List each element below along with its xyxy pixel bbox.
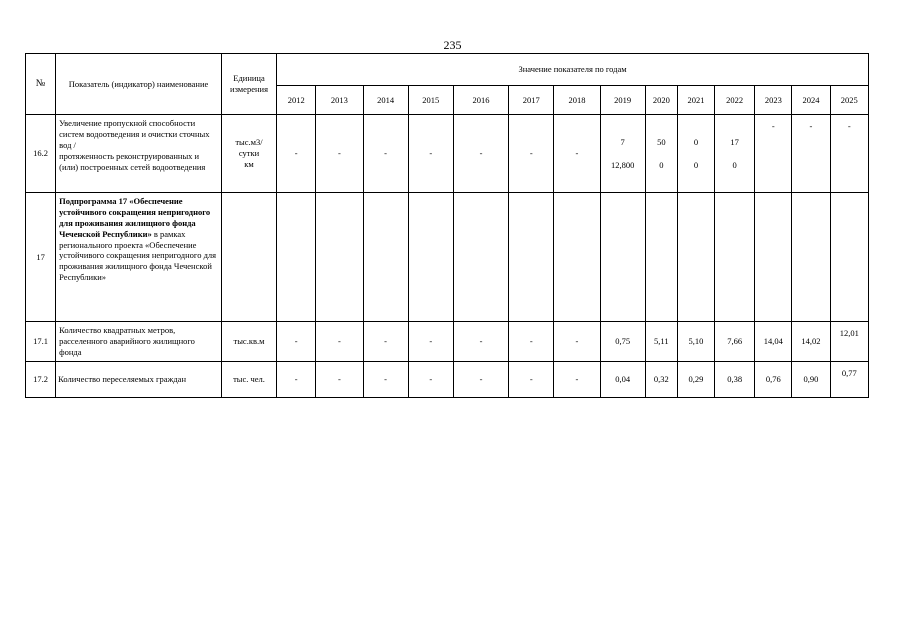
indicator-name: Количество квадратных метров, расселенного аварийного жилищного фонда [56,322,222,362]
value-bottom: 0 [659,159,664,170]
year-header: 2019 [600,86,645,115]
value-cell: 12,01 [830,322,868,362]
value-bottom: 12,800 [610,159,635,170]
empty-cell [316,193,363,322]
value-cell: - [408,361,453,397]
value-top: 17 [730,136,739,147]
empty-cell [792,193,830,322]
value-cell [600,115,645,193]
value-cell: - [554,322,600,362]
header-indicator: Показатель (индикатор) наименование [56,54,222,115]
value-cell: - [509,115,554,193]
value-cell: - [363,115,408,193]
empty-cell [600,193,645,322]
unit-cell [221,115,276,193]
empty-cell [755,193,792,322]
value-cell: - [316,361,363,397]
year-header: 2024 [792,86,830,115]
value-top: 7 [620,136,625,147]
value-cell: 0,77 [830,361,868,397]
year-header: 2012 [277,86,316,115]
value-bottom: 0 [732,159,737,170]
empty-cell [408,193,453,322]
row-number: 17.1 [26,322,56,362]
row-number: 17.2 [26,361,56,397]
table-row [26,115,869,193]
value-cell: 0,32 [645,361,677,397]
empty-cell [277,193,316,322]
value-cell: - [408,322,453,362]
value-bottom: 0 [693,159,699,170]
value-cell: - [453,322,508,362]
value-cell: 0,90 [792,361,830,397]
value-cell: - [408,115,453,193]
year-header: 2017 [509,86,554,115]
value-cell [677,115,714,193]
value-cell: - [554,115,600,193]
header-row-top [26,54,869,86]
year-header: 2025 [830,86,868,115]
empty-cell [715,193,755,322]
value-cell: 0,75 [600,322,645,362]
value-cell: - [363,322,408,362]
page-number: 235 [443,38,462,52]
value-cell [715,115,755,193]
header-values-by-year: Значение показателя по годам [277,54,869,86]
value-cell: 0,76 [755,361,792,397]
indicator-name-line: Увеличение пропускной способности систем водоотведения и очистки сточных вод / [59,118,210,150]
value-cell: - [363,361,408,397]
value-cell: 5,11 [645,322,677,362]
indicator-name [56,115,222,193]
year-header: 2014 [363,86,408,115]
unit-line: км [244,158,254,169]
empty-cell [645,193,677,322]
value-cell: - [792,115,830,193]
value-cell: - [509,322,554,362]
year-header: 2013 [316,86,363,115]
table-row [26,193,869,322]
empty-cell [453,193,508,322]
unit-cell: тыс.кв.м [221,322,276,362]
indicator-table [25,53,869,398]
value-cell: 0,38 [715,361,755,397]
unit-cell: тыс. чел. [221,361,276,397]
value-cell: - [755,115,792,193]
year-header: 2016 [453,86,508,115]
table-row [26,361,869,397]
table-row [26,322,869,362]
value-cell [645,115,677,193]
value-cell: - [830,115,868,193]
empty-cell [677,193,714,322]
empty-cell [509,193,554,322]
value-top: 50 [657,136,666,147]
year-header: 2021 [677,86,714,115]
value-cell: - [453,115,508,193]
value-cell: 7,66 [715,322,755,362]
value-cell: - [554,361,600,397]
unit-line: сутки [238,148,260,159]
value-cell: - [453,361,508,397]
year-header: 2023 [755,86,792,115]
value-cell: 14,04 [755,322,792,362]
year-header: 2018 [554,86,600,115]
value-cell: - [277,322,316,362]
year-header: 2022 [715,86,755,115]
unit-line: тыс.м3/ [235,137,263,148]
row-number: 17 [26,193,56,322]
value-cell: 0,29 [677,361,714,397]
year-header: 2020 [645,86,677,115]
subprogram-description: в рамках регионального проекта «Обеспечение устойчивого сокращения непригодного для проживания жилищного фонда Чеченской Республики» [59,228,217,283]
header-unit: Единица измерения [221,54,276,115]
empty-cell [221,193,276,322]
indicator-name: Количество переселяемых граждан [56,361,222,397]
value-cell: - [316,115,363,193]
value-cell: - [316,322,363,362]
value-cell: 14,02 [792,322,830,362]
row-number: 16.2 [26,115,56,193]
header-number: № [26,54,56,115]
indicator-name-line: протяженность реконструированных и (или) построенных сетей водоотведения [59,150,206,172]
value-cell: - [509,361,554,397]
subprogram-title: Подпрограмма 17 «Обеспечение устойчивого сокращения непригодного для проживания жилищного фонда Чеченской Республики» [59,196,211,239]
value-cell: - [277,115,316,193]
empty-cell [363,193,408,322]
empty-cell [554,193,600,322]
empty-cell [830,193,868,322]
value-cell: - [277,361,316,397]
value-cell: 0,04 [600,361,645,397]
value-top: 0 [693,136,699,147]
year-header: 2015 [408,86,453,115]
subprogram-name [56,193,222,322]
value-cell: 5,10 [677,322,714,362]
